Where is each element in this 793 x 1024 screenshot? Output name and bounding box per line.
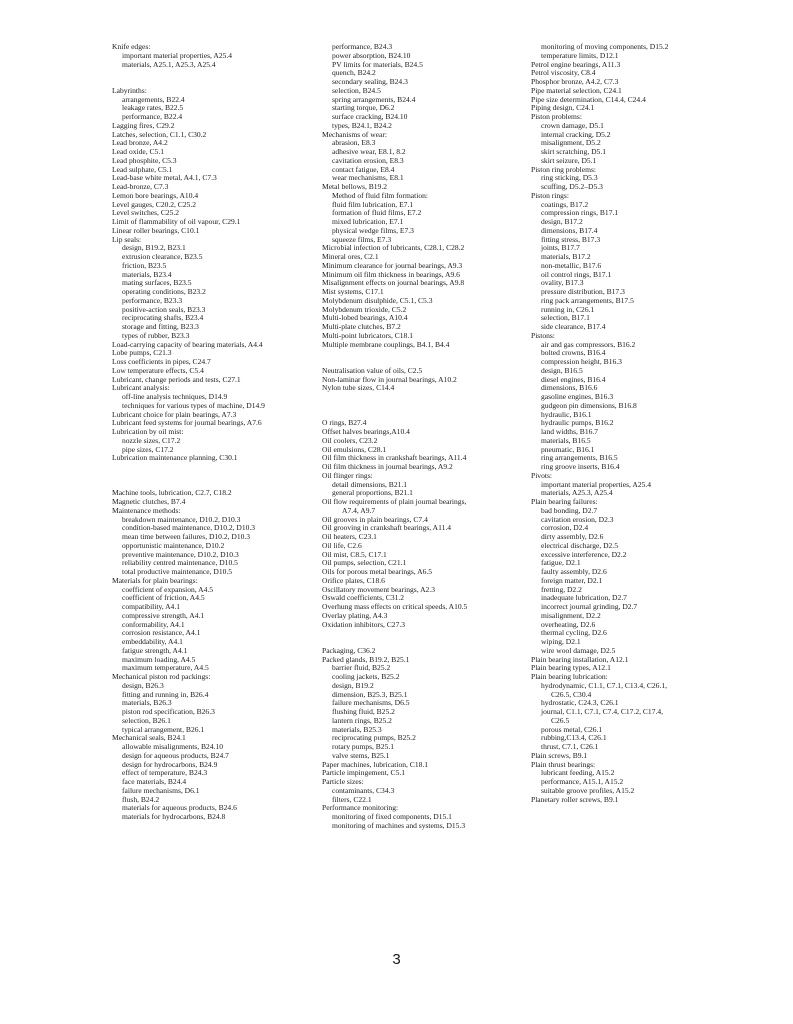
index-subentry: design, B17.2 [541, 217, 583, 226]
index-entry: Limit of flammability of oil vapour, C29.1 [112, 217, 241, 226]
index-entry: Multi-point lubricators, C18.1 [322, 330, 413, 340]
index-subentry: important material properties, A25.4 [541, 479, 652, 489]
index-entry: Oil film thickness in journal bearings, A9.2 [322, 462, 453, 471]
index-entry: Phosphor bronze, A4.2, C7.3 [531, 77, 619, 86]
index-subentry: nozzle sizes, C17.2 [122, 435, 181, 445]
index-subentry: dirty assembly, D2.6 [541, 532, 604, 541]
index-entry: Lubricant, change periods and tests, C27.1 [112, 374, 241, 384]
index-subentry: materials for aqueous products, B24.6 [122, 803, 237, 813]
index-subentry: hydraulic pumps, B16.2 [541, 418, 614, 428]
index-entry: Pipe material selection, C24.1 [531, 85, 622, 95]
section-gap [322, 393, 527, 411]
index-subentry: selection, B26.1 [122, 715, 171, 725]
index-subentry: performance, B22.4 [122, 112, 183, 121]
index-subentry: rotary pumps, B25.1 [332, 742, 395, 751]
index-subentry: friction, B23.5 [122, 260, 167, 270]
index-entry: Magnetic clutches, B7.4 [112, 497, 186, 506]
index-entry: Piping design, C24.1 [531, 103, 595, 113]
index-entry: Microbial infection of lubricants, C28.1, C28.2 [322, 243, 465, 253]
index-entry: Pipe size determination, C14.4, C24.4 [531, 94, 646, 104]
index-entry: Oils for porous metal bearings, A6.5 [322, 567, 433, 576]
index-entry: Nylon tube sizes, C14.4 [322, 383, 395, 393]
index-subentry: materials, A25.1, A25.3, A25.4 [122, 59, 216, 69]
index-subentry: oil control rings, B17.1 [541, 269, 612, 279]
index-subentry: coatings, B17.2 [541, 199, 589, 209]
index-subentry: internal cracking, D5.2 [541, 129, 611, 139]
index-subentry: typical arrangement, B26.1 [122, 724, 205, 734]
index-entry: Mechanical seals, B24.1 [112, 733, 186, 743]
index-entry: Packed glands, B19.2, B25.1 [322, 654, 410, 664]
index-entry: Lead sulphate, C5.1 [112, 164, 173, 174]
index-subentry: materials, B17.2 [541, 252, 591, 261]
index-entry: Lead-bronze, C7.3 [112, 182, 169, 191]
index-subentry: off-line analysis techniques, D14.9 [122, 392, 228, 401]
index-subentry: design for hydrocarbons, B24.9 [122, 759, 218, 769]
index-subentry: side clearance, B17.4 [541, 322, 606, 331]
index-subentry: physical wedge films, E7.3 [332, 225, 414, 235]
index-entry: Oscillatory movement bearings, A2.3 [322, 584, 435, 594]
index-entry: Oxidation inhibitors, C27.3 [322, 619, 406, 629]
index-subentry: overheating, D2.6 [541, 619, 596, 629]
index-subentry: corrosion resistance, A4.1 [122, 628, 201, 638]
index-subentry: C26.5 [551, 715, 570, 725]
index-subentry: materials, B23.4 [122, 269, 172, 279]
index-subentry: maximum loading, A4.5 [122, 654, 196, 664]
index-subentry: misalignment, D2.2 [541, 610, 601, 620]
index-subentry: bolted crowns, B16.4 [541, 348, 606, 358]
index-subentry: wiping, D2.1 [541, 637, 581, 646]
index-subentry: piston rod specification, B26.3 [122, 707, 215, 716]
index-subentry: breakdown maintenance, D10.2, D10.3 [122, 514, 241, 524]
index-subentry: failure mechanisms, D6.1 [122, 785, 200, 795]
index-entry: Maintenance methods: [112, 505, 181, 515]
index-subentry: monitoring of fixed components, D15.1 [332, 812, 452, 821]
index-entry: Lubricant analysis: [112, 383, 170, 393]
index-subentry: reciprocating shafts, B23.4 [122, 313, 204, 323]
index-subentry: lantern rings, B25.2 [332, 715, 392, 725]
index-entry: Plain screws, B9.1 [531, 750, 588, 760]
index-subentry: ring arrangements, B16.5 [541, 453, 618, 463]
index-entry: Lead phosphite, C5.3 [112, 155, 177, 165]
index-subentry: extrusion clearance, B23.5 [122, 252, 203, 261]
index-subentry: dimensions, B16.6 [541, 383, 598, 393]
index-subentry: dimensions, B17.4 [541, 225, 598, 235]
index-subentry: gasoline engines, B16.3 [541, 392, 614, 401]
index-subentry: land widths, B16.7 [541, 427, 599, 436]
index-subentry: squeeze films, E7.3 [332, 234, 392, 244]
index-entry: Minimum clearance for journal bearings, A9.3 [322, 260, 463, 270]
index-entry: Oil grooves in plain bearings, C7.4 [322, 514, 428, 524]
index-subentry: skirt scratching, D5.1 [541, 147, 606, 156]
index-subentry: embeddability, A4.1 [122, 637, 183, 646]
index-entry: Overlay plating, A4.3 [322, 610, 388, 620]
index-subentry: maximum temperature, A4.5 [122, 663, 209, 673]
index-subentry: formation of fluid films, E7.2 [332, 208, 422, 218]
index-subentry: thrust, C7.1, C26.1 [541, 742, 599, 751]
index-entry: Plain thrust bearings: [531, 759, 596, 769]
index-entry: Lubricant choice for plain bearings, A7.3 [112, 409, 237, 419]
index-subentry: suitable groove profiles, A15.2 [541, 785, 635, 795]
index-entry: Plain bearing lubrication: [531, 672, 608, 681]
index-entry: Pivots: [531, 470, 552, 480]
index-subentry: gudgeon pin dimensions, B16.8 [541, 400, 637, 410]
index-entry: Piston problems: [531, 112, 582, 121]
index-subentry: compatibility, A4.1 [122, 602, 180, 611]
index-subentry: filters, C22.1 [332, 794, 372, 804]
index-subentry: coefficient of friction, A4.5 [122, 593, 205, 603]
index-subentry: fatigue, D2.1 [541, 558, 581, 568]
index-entry: Orifice plates, C18.6 [322, 575, 385, 585]
index-subentry: compression rings, B17.1 [541, 208, 619, 218]
index-entry: Multi-lobed bearings, A10.4 [322, 313, 408, 323]
index-subentry: flushing fluid, B25.2 [332, 707, 395, 716]
index-subentry: materials, B25.3 [332, 724, 382, 734]
index-entry: Petrol viscosity, C8.4 [531, 68, 596, 78]
index-entry: Loss coefficients in pipes, C24.7 [112, 357, 211, 366]
index-entry: Paper machines, lubrication, C18.1 [322, 759, 429, 769]
index-subentry: storage and fitting, B23.3 [122, 322, 199, 331]
index-subentry: leakage rates, B22.5 [122, 103, 184, 113]
index-subentry: ring groove inserts, B16.4 [541, 462, 620, 471]
index-subentry: effect of temperature, B24.3 [122, 768, 208, 778]
index-subentry: design for aqueous products, B24.7 [122, 750, 229, 760]
index-subentry: materials, B26.3 [122, 698, 172, 708]
index-entry: Neutralisation value of oils, C2.5 [322, 365, 423, 375]
index-entry: Oil emulsions, C28.1 [322, 444, 387, 454]
index-subentry: general proportions, B21.1 [332, 488, 413, 498]
index-entry: Multiple membrane couplings, B4.1, B4.4 [322, 339, 450, 349]
index-subentry: mean time between failures, D10.2, D10.3 [122, 532, 251, 541]
index-subentry: electrical discharge, D2.5 [541, 540, 618, 550]
index-entry: Non-laminar flow in journal bearings, A10.2 [322, 374, 457, 384]
index-entry: Offset halves bearings,A10.4 [322, 427, 410, 436]
index-subentry: secondary sealing, B24.3 [332, 77, 408, 86]
index-subentry: pressure distribution, B17.3 [541, 287, 625, 296]
index-subentry: faulty assembly, D2.6 [541, 567, 607, 576]
index-entry: Petrol engine bearings, A11.3 [531, 59, 621, 69]
index-subentry: foreign matter, D2.1 [541, 575, 603, 585]
index-entry: Planetary roller screws, B9.1 [531, 794, 619, 804]
index-entry: Lobe pumps, C21.3 [112, 348, 172, 358]
page-number: 3 [392, 951, 401, 968]
index-subentry: lubricant feeding, A15.2 [541, 768, 615, 778]
index-subentry: scuffing, D5.2–D5.3 [541, 182, 603, 191]
index-subentry: quench, B24.2 [332, 68, 376, 78]
index-subentry: surface cracking, B24.10 [332, 112, 408, 121]
index-subentry: performance, B23.3 [122, 295, 183, 305]
index-subentry: fitting and running in, B26.4 [122, 689, 209, 699]
index-subentry: fretting, D2.2 [541, 584, 582, 594]
index-subentry: arrangements, B22.4 [122, 94, 185, 104]
index-subentry: important material properties, A25.4 [122, 50, 233, 60]
index-subentry: bad bonding, D2.7 [541, 505, 598, 515]
index-subentry: hydrodynamic, C1.1, C7.1, C13.4, C26.1, [541, 680, 667, 690]
index-subentry: spring arrangements, B24.4 [332, 94, 416, 104]
index-subentry: fitting stress, B17.3 [541, 234, 601, 244]
index-subentry: valve stems, B25.1 [332, 750, 390, 760]
index-subentry: running in, C26.1 [541, 304, 595, 314]
index-subentry: ring sticking, D5.3 [541, 173, 598, 183]
index-subentry: materials, A25.3, A25.4 [541, 488, 613, 498]
index-subentry: selection, B17.1 [541, 313, 590, 323]
index-subentry: non-metallic, B17.6 [541, 260, 602, 270]
index-entry: Load-carrying capacity of bearing materials, A4.4 [112, 339, 263, 349]
index-entry: Oil pumps, selection, C21.1 [322, 558, 407, 568]
index-entry: Lagging fires, C29.2 [112, 120, 175, 130]
index-entry: Lead bronze, A4.2 [112, 138, 168, 148]
index-entry: Materials for plain bearings: [112, 575, 198, 585]
index-entry: Lip seals: [112, 234, 142, 244]
index-entry: Performance monitoring: [322, 803, 399, 813]
index-entry: Plain bearing installation, A12.1 [531, 654, 629, 664]
index-subentry: skirt seizure, D5.1 [541, 155, 597, 165]
index-subentry: ovality, B17.3 [541, 278, 584, 288]
index-subentry: total productive maintenance, D10.5 [122, 567, 233, 576]
index-entry: Level gauges, C20.2, C25.2 [112, 199, 197, 209]
index-subentry: journal, C1.1, C7.1, C7.4, C17.2, C17.4, [541, 707, 664, 716]
index-subentry: design, B16.5 [541, 365, 583, 375]
index-entry: Oil life, C2.6 [322, 540, 362, 550]
index-subentry: inadequate lubrication, D2.7 [541, 593, 627, 603]
index-entry: Lubrication maintenance planning, C30.1 [112, 453, 238, 463]
index-entry: Packaging, C36.2 [322, 645, 376, 655]
section-gap [112, 69, 317, 87]
index-subentry: contact fatigue, E8.4 [332, 164, 395, 174]
index-subentry: abrasion, E8.3 [332, 138, 376, 148]
index-subentry: cavitation erosion, E8.3 [332, 155, 404, 165]
index-entry: Oil coolers, C23.2 [322, 435, 378, 445]
index-entry: Mist systems, C17.1 [322, 287, 384, 296]
index-entry: Minimum oil film thickness in bearings, A9.6 [322, 269, 460, 279]
index-subentry: flush, B24.2 [122, 794, 160, 804]
index-entry: Plain bearing types, A12.1 [531, 663, 611, 673]
index-subentry: operating conditions, B23.2 [122, 287, 206, 296]
index-subentry: condition-based maintenance, D10.2, D10.3 [122, 523, 256, 533]
index-subentry: materials, B16.5 [541, 435, 591, 445]
index-subentry: misalignment, D5.2 [541, 138, 601, 148]
index-entry: Linear roller bearings, C10.1 [112, 225, 200, 235]
index-subentry: detail dimensions, B21.1 [332, 479, 408, 489]
index-subentry: porous metal, C26.1 [541, 724, 603, 734]
index-subentry: mating surfaces, B23.5 [122, 278, 192, 288]
index-subentry: crown damage, D5.1 [541, 120, 604, 130]
index-subentry: pneumatic, B16.1 [541, 444, 595, 454]
index-subentry: PV limits for materials, B24.5 [332, 59, 423, 69]
index-subentry: wire wool damage, D2.5 [541, 645, 616, 655]
index-subentry: reliability centred maintenance, D10.5 [122, 558, 238, 568]
index-column-2 [322, 43, 527, 831]
index-subentry: dimension, B25.3, B25.1 [332, 689, 408, 699]
index-subentry: C26.5, C30.4 [551, 689, 592, 699]
index-entry: Mechanical piston rod packings: [112, 672, 211, 681]
index-entry: Lemon bore bearings, A10.4 [112, 190, 199, 200]
index-entry: Molybdenum disulphide, C5.1, C5.3 [322, 295, 433, 305]
index-entry: Knife edges: [112, 42, 151, 51]
index-subentry: design, B19.2, B23.1 [122, 243, 186, 253]
index-entry: Mineral ores, C2.1 [322, 252, 379, 261]
index-subentry: adhesive wear, E8.1, 8.2 [332, 147, 406, 156]
index-entry: Oswald coefficients, C31.2 [322, 593, 405, 603]
index-entry: Oil heaters, C23.1 [322, 532, 377, 541]
index-subentry: Method of fluid film formation: [332, 190, 428, 200]
index-subentry: opportunistic maintenance, D10.2 [122, 540, 225, 550]
index-entry: Mechanisms of wear: [322, 129, 387, 139]
index-subentry: conformability, A4.1 [122, 619, 185, 629]
index-subentry: performance, A15.1, A15.2 [541, 777, 624, 786]
index-subentry: starting torque, D6.2 [332, 103, 395, 113]
index-subentry: incorrect journal grinding, D2.7 [541, 602, 638, 611]
index-subentry: ring pack arrangements, B17.5 [541, 295, 634, 305]
index-subentry: rubbing,C13.4, C26.1 [541, 733, 607, 743]
index-subentry: cavitation erosion, D2.3 [541, 514, 614, 524]
index-entry: Machine tools, lubrication, C2.7, C18.2 [112, 488, 232, 498]
index-entry: Oil grooving in crankshaft bearings, A11.4 [322, 523, 452, 533]
index-subentry: techniques for various types of machine, D14.9 [122, 400, 265, 410]
index-subentry: thermal cycling, D2.6 [541, 628, 607, 638]
section-gap [322, 629, 527, 647]
index-subentry: fatigue strength, A4.1 [122, 645, 188, 655]
index-subentry: selection, B24.5 [332, 85, 381, 95]
index-entry: Particle sizes: [322, 777, 364, 786]
index-subentry: excessive interference, D2.2 [541, 549, 627, 559]
index-entry: Misalignment effects on journal bearings, A9.8 [322, 278, 465, 288]
index-subentry: compression height, B16.3 [541, 357, 622, 366]
index-entry: Lead-base white metal, A4.1, C7.3 [112, 173, 217, 183]
index-subentry: allowable misalignments, B24.10 [122, 742, 224, 751]
index-subentry: mixed lubrication, E7.1 [332, 217, 404, 226]
index-entry: O rings, B27.4 [322, 418, 367, 428]
section-gap [322, 349, 527, 367]
index-subentry: failure mechanisms, D6.5 [332, 698, 410, 708]
index-subentry: contaminants, C34.3 [332, 785, 395, 795]
index-subentry: design, B19.2 [332, 680, 374, 690]
index-entry: Plain bearing failures: [531, 497, 598, 506]
index-subentry: power absorption, B24.10 [332, 50, 411, 60]
index-subentry: reciprocating pumps, B25.2 [332, 733, 416, 743]
index-entry: Latches, selection, C1.1, C30.2 [112, 129, 207, 139]
index-column-1 [112, 43, 317, 822]
index-subentry: diesel engines, B16.4 [541, 374, 606, 384]
index-subentry: types, B24.1, B24.2 [332, 120, 392, 130]
index-entry: Piston rings: [531, 190, 569, 200]
index-entry: Lubrication by oil mist: [112, 427, 184, 436]
index-subentry: fluid film lubrication, E7.1 [332, 199, 414, 209]
index-subentry: face materials, B24.4 [122, 777, 187, 786]
index-subentry: hydraulic, B16.1 [541, 409, 592, 419]
index-subentry: corrosion, D2.4 [541, 523, 589, 533]
index-entry: Low temperature effects, C5.4 [112, 365, 204, 375]
index-entry: Molybdenum trioxide, C5.2 [322, 304, 407, 314]
index-subentry: monitoring of machines and systems, D15.3 [332, 820, 466, 830]
index-entry: Oil film thickness in crankshaft bearings, A11.4 [322, 453, 467, 463]
index-entry: Pistons: [531, 330, 555, 340]
index-entry: Oil mist, C8.5, C17.1 [322, 549, 387, 559]
index-entry: Metal bellows, B19.2 [322, 182, 387, 191]
index-subentry: cooling jackets, B25.2 [332, 672, 400, 681]
index-subentry: temperature limits, D12.1 [541, 50, 619, 60]
index-subentry: wear mechanisms, E8.1 [332, 173, 404, 183]
index-entry: Particle impingement, C5.1 [322, 768, 406, 778]
index-entry: Labyrinths: [112, 85, 147, 95]
index-subentry: materials for hydrocarbons, B24.8 [122, 812, 226, 821]
index-subentry: types of rubber, B23.3 [122, 330, 190, 340]
index-subentry: air and gas compressors, B16.2 [541, 339, 636, 349]
index-entry: Oil flinger rings: [322, 470, 373, 480]
index-subentry: design, B26.3 [122, 680, 164, 690]
index-entry: Oil flow requirements of plain journal bearings, [322, 497, 467, 506]
index-subentry: joints, B17.7 [541, 243, 580, 253]
index-subentry: preventive maintenance, D10.2, D10.3 [122, 549, 239, 559]
index-subentry: pipe sizes, C17.2 [122, 444, 174, 454]
index-subentry: A7.4, A9.7 [342, 505, 376, 515]
index-subentry: coefficient of expansion, A4.5 [122, 584, 214, 594]
index-subentry: performance, B24.3 [332, 42, 393, 51]
index-entry: Lubricant feed systems for journal bearings, A7.6 [112, 418, 262, 428]
index-entry: Lead oxide, C5.1 [112, 147, 164, 156]
index-subentry: positive-action seals, B23.3 [122, 304, 206, 314]
section-gap [112, 463, 317, 481]
index-subentry: monitoring of moving components, D15.2 [541, 42, 669, 51]
index-entry: Multi-plate clutches, B7.2 [322, 322, 401, 331]
index-entry: Overhung mass effects on critical speeds, A10.5 [322, 602, 468, 611]
index-column-3 [531, 43, 736, 804]
index-subentry: barrier fluid, B25.2 [332, 663, 391, 673]
index-subentry: compressive strength, A4.1 [122, 610, 205, 620]
index-entry: Level switches, C25.2 [112, 208, 180, 218]
index-subentry: hydrostatic, C24.3, C26.1 [541, 698, 619, 708]
index-entry: Piston ring problems: [531, 164, 596, 174]
